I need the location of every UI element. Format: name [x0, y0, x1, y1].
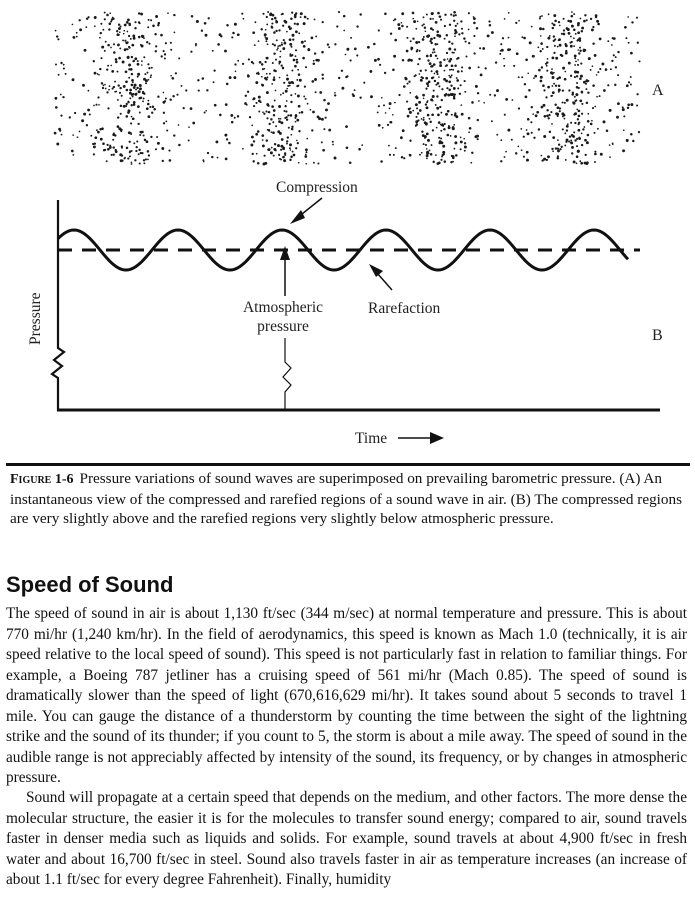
pressure-graph-panel-b: [27, 179, 663, 447]
rarefaction-label: Rarefaction: [368, 300, 441, 317]
caption-rule: [6, 463, 690, 466]
rarefaction-arrow: [377, 273, 392, 290]
compression-arrowhead: [290, 210, 305, 224]
time-arrowhead: [430, 432, 444, 444]
panel-b-label: B: [652, 327, 663, 344]
atmospheric-pressure-pointer: [283, 338, 291, 410]
section-title: Speed of Sound: [6, 572, 174, 597]
body-paragraph: The speed of sound in air is about 1,130 ft/sec (344 m/sec) at normal temperature and pressure. This is about 770 mi/hr (1,240 km/hr). In the field of aerodynamics, this speed is known as Mach 1.0 (technically, it is air speed relative to the local speed of sound). This speed is not particularly fast in relation to familiar things. For example, a Boeing 787 jetliner has a cruising speed of 561 mi/hr (Mach 0.85). The speed of sound is dramatically slower than the speed of light (670,616,629 mi/hr). It takes sound about 5 seconds to travel 1 mile. You can gauge the distance of a thunderstorm by counting the time between the sight of the lightning strike and the sound of its thunder; if you count to 5, the storm is about a mile away. The speed of sound in the audible range is not appreciably affected by intensity of the sound, its frequency, or by changes in atmospheric pressure.: [6, 605, 687, 786]
panel-a-label: A: [652, 82, 664, 99]
y-axis: [52, 200, 64, 411]
atmospheric-label-line2: pressure: [257, 318, 309, 335]
caption-label: Figure 1-6: [10, 472, 74, 487]
figure-caption: [10, 469, 686, 529]
caption-text: Pressure variations of sound waves are superimposed on prevailing barometric pressure. (A) An instantaneous view of the compressed and rarefied regions of a sound wave in air. (B) The compressed regions are very slightly above and the rarefied regions very slightly below atmospheric pressure.: [10, 470, 682, 527]
atmospheric-arrowhead: [280, 246, 290, 260]
x-axis-label: Time: [355, 430, 388, 447]
body-paragraph: Sound will propagate at a certain speed that depends on the medium, and other factors. The more dense the molecular structure, the easier it is for the molecules to transfer sound energy; compared to air, sound travels faster in denser media such as liquids and solids. For example, sound travels at about 4,900 ft/sec in fresh water and about 16,700 ft/sec in steel. Sound also travels faster in air as temperature increases (an increase of about 1.1 ft/sec for every degree Fahrenheit). Finally, humidity: [6, 789, 687, 888]
y-axis-label: Pressure: [27, 292, 44, 345]
atmospheric-label-line1: Atmospheric: [242, 299, 324, 316]
rarefaction-arrowhead: [369, 264, 383, 277]
compression-label: Compression: [276, 179, 358, 196]
particle-density-panel-a: [54, 11, 641, 166]
